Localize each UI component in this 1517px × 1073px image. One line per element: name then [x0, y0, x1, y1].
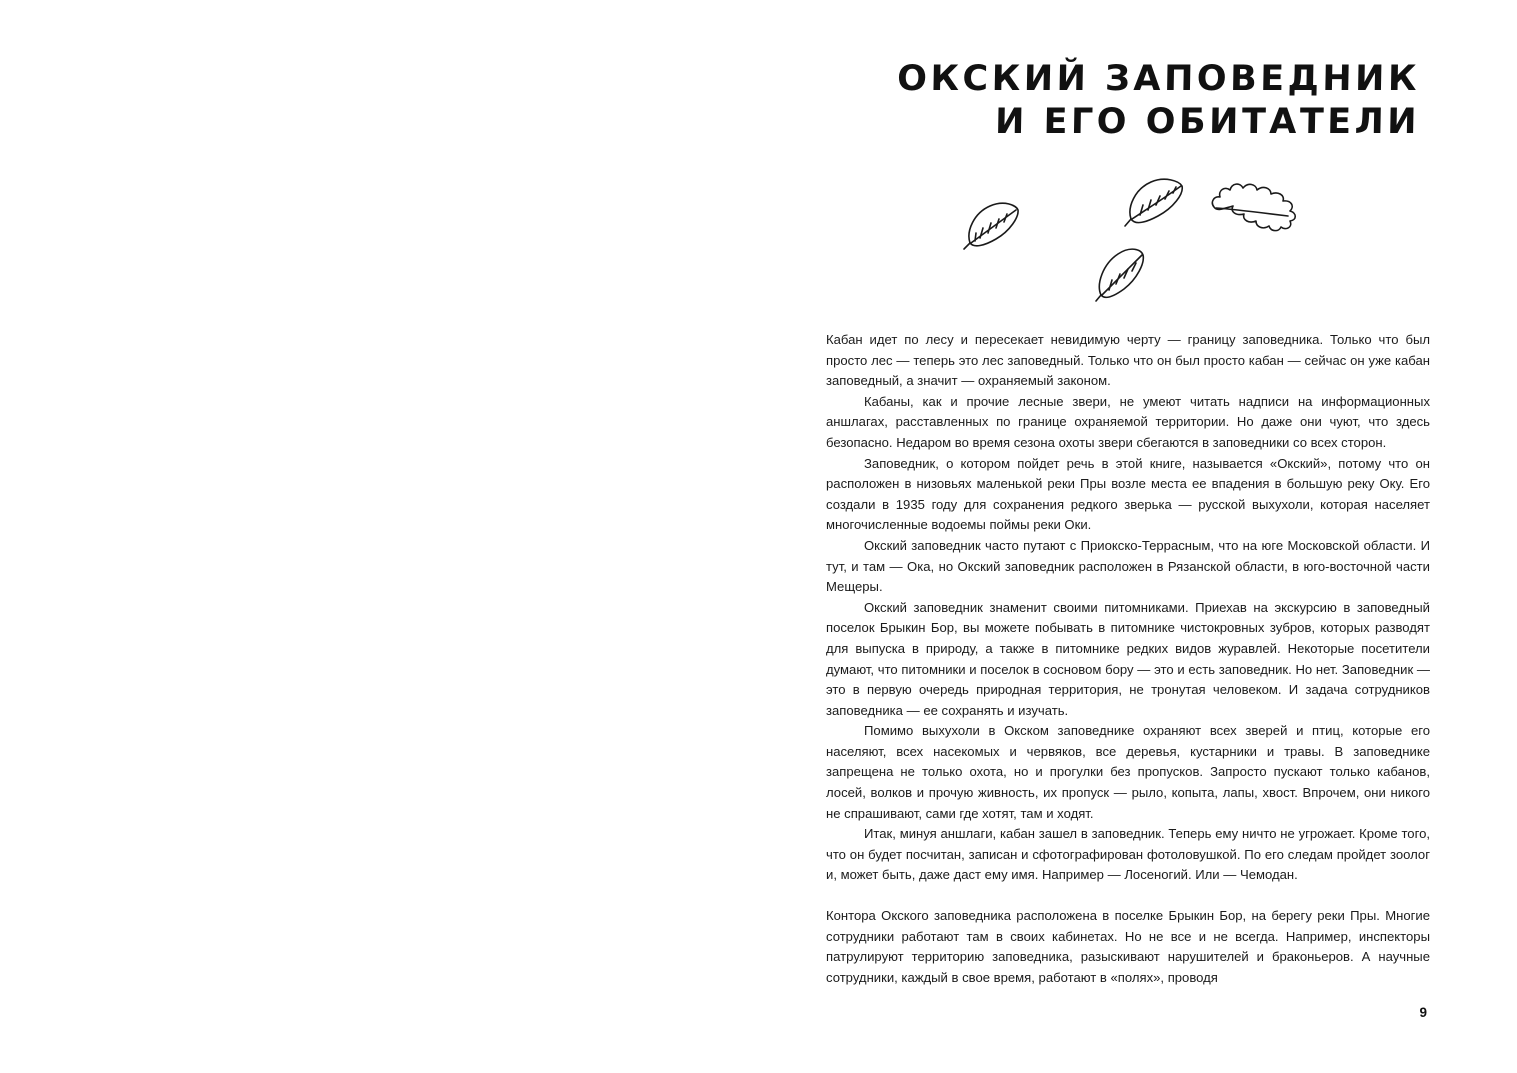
page-number: 9 [1419, 1005, 1427, 1020]
oak-leaf-icon [1208, 176, 1306, 237]
paragraph: Кабан идет по лесу и пересекает невидимую черту — границу заповедника. Только что был просто лес — теперь это лес заповедный. Только что он был просто кабан — сейчас он уже кабан заповедный, а значит — охраняемый законом. [826, 332, 1430, 389]
page-title [820, 58, 1420, 143]
page-title-line-2: И ЕГО ОБИТАТЕЛИ [994, 101, 1421, 142]
paragraph: Окский заповедник часто путают с Приокско-Террасным, что на юге Московской области. И тут, и там — Ока, но Окский заповедник расположен в Рязанской области, в юго-восточной части Мещеры. [826, 537, 1430, 595]
body-text-column [826, 330, 1430, 988]
elm-leaf-icon [1093, 245, 1149, 308]
birch-leaf-icon [960, 197, 1022, 258]
paragraph: Окский заповедник знаменит своими питомниками. Приехав на экскурсию в заповедный поселок Брыкин Бор, вы можете побывать в питомнике чистокровных зубров, которых разводят для выпуска в природу, а также в питомнике редких видов журавлей. Некоторые посетители думают, что питомники и поселок в сосновом бору — это и есть заповедник. Но нет. Заповедник — это в первую очередь природная территория, не тронутая человеком. И задача сотрудников заповедника — ее сохранять и изучать. [826, 599, 1430, 718]
paragraph: Помимо выхухоли в Окском заповеднике охраняют всех зверей и птиц, которые его населяют, всех насекомых и червяков, все деревья, кустарники и травы. В заповеднике запрещена не только охота, но и прогулки без пропусков. Запросто пускают только кабанов, лосей, волков и прочую живность, их пропуск — рыло, копыта, лапы, хвост. Впрочем, они никого не спрашивают, сами где хотят, там и ходят. [826, 723, 1430, 821]
aspen-leaf-icon [1123, 175, 1189, 238]
leaf-decoration-group [940, 175, 1340, 310]
paragraph: Контора Окского заповедника расположена в поселке Брыкин Бор, на берегу реки Пры. Многие сотрудники работают там в своих кабинетах. Но не все и не всегда. Например, инспекторы патрулируют территорию заповедника, разыскивают нарушителей и браконьеров. А научные сотрудники, каждый в свое время, работают в «полях», проводя [826, 908, 1430, 985]
page-title-line-1: ОКСКИЙ ЗАПОВЕДНИК [896, 59, 1421, 99]
paragraph: Кабаны, как и прочие лесные звери, не умеют читать надписи на информационных аншлагах, расставленных по границе охраняемой территории. Но даже они чуют, что здесь безопасно. Недаром во время сезона охоты звери сбегаются в заповедники со всех сторон. [826, 393, 1430, 450]
paragraph: Итак, минуя аншлаги, кабан зашел в заповедник. Теперь ему ничто не угрожает. Кроме того, что он будет посчитан, записан и сфотографирован фотоловушкой. По его следам пройдет зоолог и, может быть, даже даст ему имя. Например — Лосеногий. Или — Чемодан. [826, 826, 1430, 883]
paragraph: Заповедник, о котором пойдет речь в этой книге, называется «Окский», потому что он расположен в низовьях маленькой реки Пры возле места ее впадения в большую реку Оку. Его создали в 1935 году для сохранения редкого зверька — русской выхухоли, которая населяет многочисленные водоемы поймы реки Оки. [826, 455, 1430, 533]
